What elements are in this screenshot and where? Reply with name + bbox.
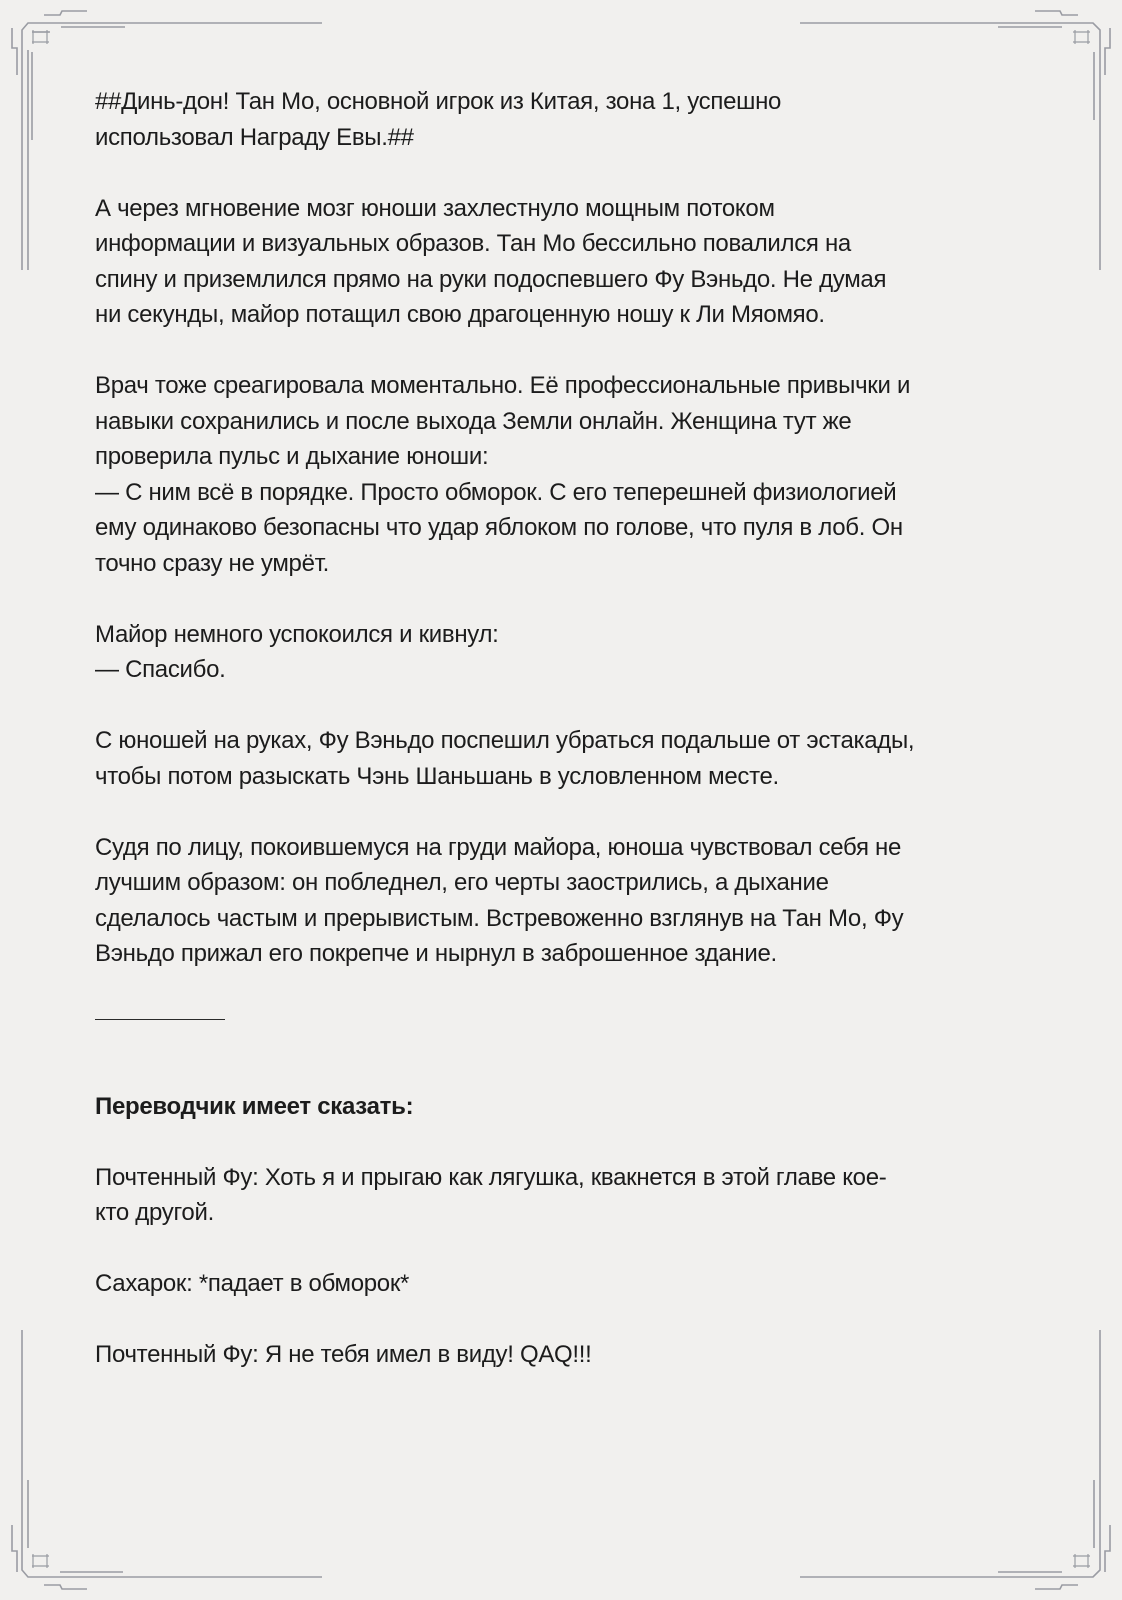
separator-block bbox=[95, 1018, 1025, 1089]
text-line: Сахарок: *падает в обморок* bbox=[95, 1270, 410, 1297]
separator-line bbox=[95, 1018, 225, 1020]
text-line: навыки сохранились и после выхода Земли онлайн. Женщина тут же bbox=[95, 407, 852, 435]
text-line: Почтенный Фу: Хоть я и прыгаю как лягушка, квакнется в этой главе кое- bbox=[95, 1163, 887, 1191]
translator-note-entry bbox=[95, 1266, 1025, 1302]
dialogue-line: ему одинаково безопасны что удар яблоком по голове, что пуля в лоб. Он bbox=[95, 514, 903, 541]
text-line: кто другой. bbox=[95, 1199, 214, 1226]
text-line: лучшим образом: он побледнел, его черты заострились, а дыхание bbox=[95, 869, 829, 896]
paragraph bbox=[95, 617, 1025, 688]
translator-note-entry bbox=[95, 1160, 1025, 1231]
paragraph bbox=[95, 191, 1025, 333]
dialogue-line: — С ним всё в порядке. Просто обморок. С его теперешней физиологией bbox=[95, 478, 897, 506]
text-line: спину и приземлился прямо на руки подоспевшего Фу Вэньдо. Не думая bbox=[95, 265, 887, 293]
paragraph-system-notice bbox=[95, 84, 1025, 155]
text-line: ##Динь-дон! Тан Мо, основной игрок из Китая, зона 1, успешно bbox=[95, 88, 782, 115]
text-line: А через мгновение мозг юноши захлестнуло мощным потоком bbox=[95, 194, 775, 222]
dialogue-line: — Спасибо. bbox=[95, 656, 226, 683]
text-line: проверила пульс и дыхание юноши: bbox=[95, 443, 489, 470]
text-line: сделалось частым и прерывистым. Встревоженно взглянув на Тан Мо, Фу bbox=[95, 904, 904, 932]
text-line: чтобы потом разыскать Чэнь Шаньшань в условленном месте. bbox=[95, 762, 779, 790]
text-line: Врач тоже среагировала моментально. Её профессиональные привычки и bbox=[95, 372, 911, 399]
paragraph bbox=[95, 723, 1025, 794]
text-line: использовал Награду Евы.## bbox=[95, 123, 414, 151]
text-line: Почтенный Фу: Я не тебя имел в виду! QAQ!!! bbox=[95, 1341, 592, 1368]
text-line: ни секунды, майор потащил свою драгоценную ношу к Ли Мяомяо. bbox=[95, 301, 825, 328]
translator-note-entry bbox=[95, 1337, 1025, 1373]
translator-note-heading: Переводчик имеет сказать: bbox=[95, 1092, 414, 1120]
text-line: информации и визуальных образов. Тан Мо бессильно повалился на bbox=[95, 230, 851, 257]
text-line: Вэньдо прижал его покрепче и нырнул в заброшенное здание. bbox=[95, 940, 777, 967]
dialogue-line: точно сразу не умрёт. bbox=[95, 549, 330, 577]
text-line: Майор немного успокоился и кивнул: bbox=[95, 620, 499, 648]
paragraph bbox=[95, 830, 1025, 972]
text-line: Судя по лицу, покоившемуся на груди майора, юноша чувствовал себя не bbox=[95, 833, 902, 861]
text-line: С юношей на руках, Фу Вэньдо поспешил убраться подальше от эстакады, bbox=[95, 727, 915, 754]
document-body bbox=[95, 84, 1025, 1408]
paragraph bbox=[95, 368, 1025, 581]
